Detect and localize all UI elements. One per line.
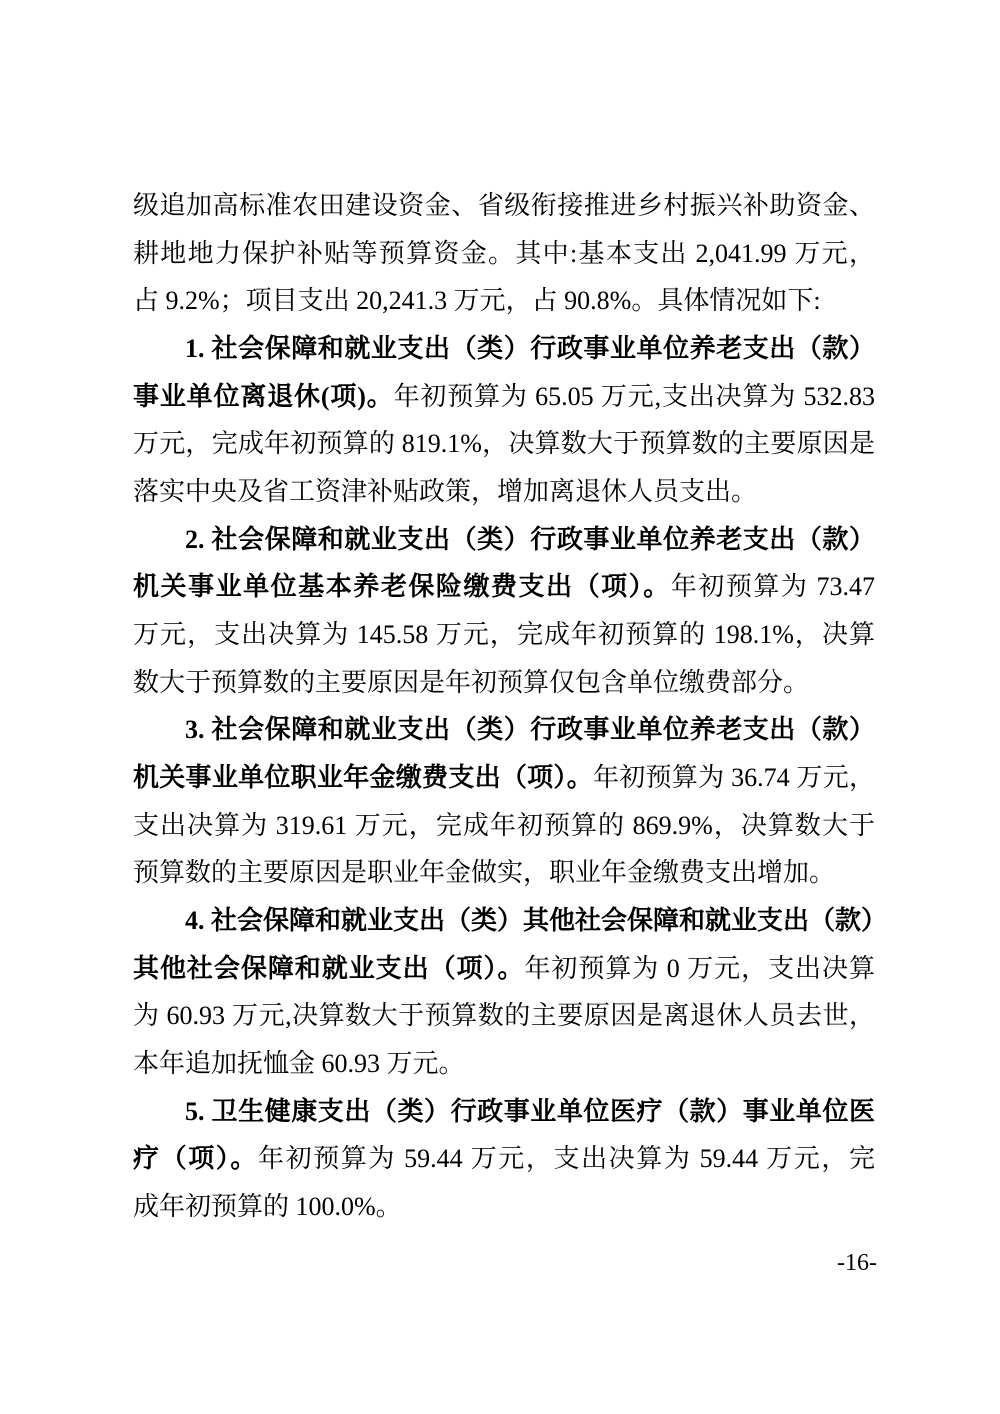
- heading-text-segment: 疗（项）。: [133, 1144, 258, 1174]
- body-text-segment: 万元，支出决算为 145.58 万元，完成年初预算的 198.1%，决算: [133, 620, 875, 650]
- heading-text-segment: 1. 社会保障和就业支出（类）行政事业单位养老支出（款）: [185, 334, 875, 364]
- text-line: [133, 182, 875, 230]
- text-line: [133, 1183, 875, 1231]
- text-line: [133, 945, 875, 993]
- body-text-segment: 成年初预算的 100.0%。: [133, 1192, 402, 1222]
- body-text-segment: 预算数的主要原因是职业年金做实，职业年金缴费支出增加。: [133, 858, 836, 888]
- text-line: [133, 659, 875, 707]
- body-text-segment: 级追加高标准农田建设资金、省级衔接推进乡村振兴补助资金、: [133, 191, 875, 220]
- text-line: [133, 325, 875, 373]
- text-line: [133, 706, 875, 754]
- body-text-segment: 年初预算为 36.74 万元，: [592, 763, 875, 793]
- text-line: [133, 373, 875, 421]
- body-text-segment: 年初预算为 0 万元，支出决算: [524, 953, 875, 983]
- text-line: [133, 849, 875, 897]
- heading-text-segment: 事业单位离退休(项)。: [133, 381, 394, 411]
- heading-text-segment: 机关事业单位基本养老保险缴费支出（项）。: [133, 572, 671, 602]
- text-line: [133, 277, 875, 325]
- text-line: [133, 802, 875, 850]
- text-line: [133, 230, 875, 278]
- document-text: [133, 182, 888, 1231]
- heading-text-segment: 其他社会保障和就业支出（项）。: [133, 953, 525, 983]
- page-number: -16-: [837, 1250, 877, 1276]
- body-text-segment: 年初预算为 65.05 万元,支出决算为 532.83: [393, 381, 875, 411]
- text-line: [133, 1040, 875, 1088]
- heading-text-segment: 机关事业单位职业年金缴费支出（项）。: [133, 763, 593, 793]
- text-line: [133, 420, 875, 468]
- text-line: [133, 563, 875, 611]
- text-line: [133, 516, 875, 564]
- body-text-segment: 年初预算为 73.47: [670, 572, 875, 602]
- body-text-segment: 年初预算为 59.44 万元，支出决算为 59.44 万元，完: [258, 1144, 875, 1174]
- body-text-segment: 万元，完成年初预算的 819.1%，决算数大于预算数的主要原因是: [133, 429, 875, 459]
- text-line: [133, 897, 888, 945]
- text-line: [133, 611, 875, 659]
- heading-text-segment: 2. 社会保障和就业支出（类）行政事业单位养老支出（款）: [185, 524, 875, 554]
- text-line: [133, 754, 875, 802]
- body-text-segment: 数大于预算数的主要原因是年初预算仅包含单位缴费部分。: [133, 667, 810, 697]
- body-text-segment: 占 9.2%；项目支出 20,241.3 万元，占 90.8%。具体情况如下:: [133, 286, 821, 316]
- text-line: [133, 1088, 875, 1136]
- body-text-segment: 落实中央及省工资津补贴政策，增加离退休人员支出。: [133, 477, 758, 507]
- heading-text-segment: 3. 社会保障和就业支出（类）行政事业单位养老支出（款）: [185, 715, 875, 745]
- body-text-segment: 耕地地力保护补贴等预算资金。其中:基本支出 2,041.99 万元，: [133, 238, 875, 268]
- heading-text-segment: 5. 卫生健康支出（类）行政事业单位医疗（款）事业单位医: [185, 1096, 875, 1126]
- body-text-segment: 为 60.93 万元,决算数大于预算数的主要原因是离退休人员去世，: [133, 1001, 875, 1031]
- body-text-segment: 本年追加抚恤金 60.93 万元。: [133, 1049, 465, 1079]
- text-line: [133, 992, 875, 1040]
- text-line: [133, 468, 875, 516]
- heading-text-segment: 4. 社会保障和就业支出（类）其他社会保障和就业支出（款）: [185, 906, 888, 936]
- body-text-segment: 支出决算为 319.61 万元，完成年初预算的 869.9%，决算数大于: [133, 810, 875, 840]
- text-line: [133, 1135, 875, 1183]
